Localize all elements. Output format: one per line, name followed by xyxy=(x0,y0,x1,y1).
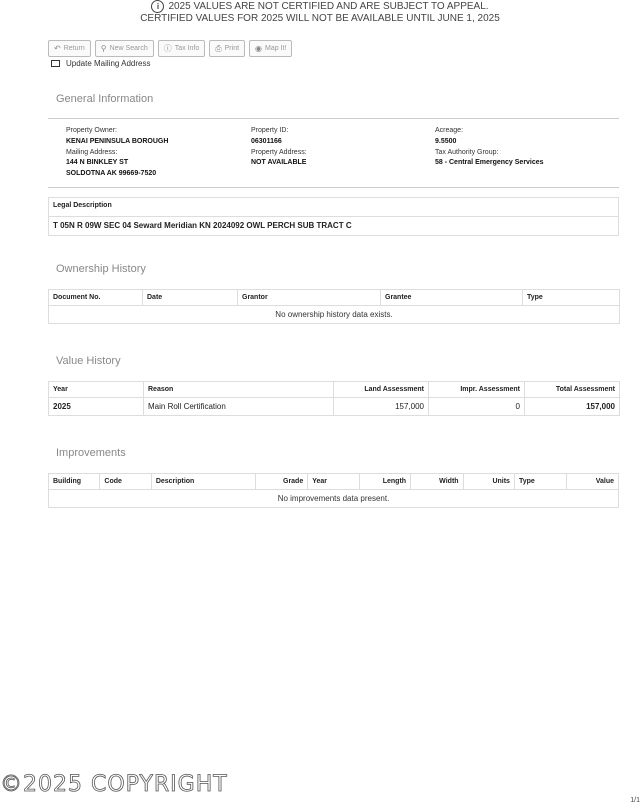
ownership-history-title: Ownership History xyxy=(56,263,146,275)
column-header: Type xyxy=(514,474,567,490)
info-icon: i xyxy=(151,0,164,13)
mailing-line-1: 144 N BINKLEY ST xyxy=(66,159,129,167)
column-header: Building xyxy=(49,474,100,490)
general-info-title: General Information xyxy=(56,93,154,105)
year-cell: 2025 xyxy=(49,398,144,416)
column-header: Type xyxy=(523,290,620,306)
column-header: Units xyxy=(463,474,514,490)
column-header: Length xyxy=(359,474,410,490)
legal-description-text: T 05N R 09W SEC 04 Seward Meridian KN 2024092 OWL PERCH SUB TRACT C xyxy=(53,221,352,230)
toolbar xyxy=(48,40,292,57)
return-button[interactable]: ↶ Return xyxy=(48,40,91,57)
mailing-line-2: SOLDOTNA AK 99669-7520 xyxy=(66,170,157,178)
value-history-title: Value History xyxy=(56,355,121,367)
new-search-button[interactable]: ⚲ New Search xyxy=(95,40,154,57)
mailing-label: Mailing Address: xyxy=(66,148,118,156)
table-row xyxy=(49,398,620,416)
column-header: Year xyxy=(308,474,359,490)
table-row xyxy=(49,306,620,324)
improvements-title: Improvements xyxy=(56,447,126,459)
info-icon: ⓘ xyxy=(163,44,172,53)
column-header: Grantor xyxy=(238,290,381,306)
column-header: Width xyxy=(411,474,464,490)
notice-line-2: CERTIFIED VALUES FOR 2025 WILL NOT BE AVAILABLE UNTIL JUNE 1, 2025 xyxy=(140,13,500,24)
tax-group-value: 58 - Central Emergency Services xyxy=(435,159,544,167)
empty-message: No improvements data present. xyxy=(49,490,619,508)
property-id-value: 06301166 xyxy=(251,137,282,145)
table-header-row xyxy=(49,474,619,490)
update-mailing-link[interactable]: Update Mailing Address xyxy=(51,59,151,68)
page-number: 1/1 xyxy=(630,797,640,804)
globe-icon: ◉ xyxy=(255,44,263,53)
column-header: Code xyxy=(100,474,151,490)
property-address-value: NOT AVAILABLE xyxy=(251,159,307,167)
value-history-table xyxy=(48,381,620,416)
improvements-table xyxy=(48,473,619,508)
impr-assessment-cell: 0 xyxy=(429,398,525,416)
tax-info-button[interactable]: ⓘ Tax Info xyxy=(158,40,206,57)
column-header: Description xyxy=(151,474,255,490)
print-button[interactable]: ⎙ Print xyxy=(209,40,245,57)
print-icon: ⎙ xyxy=(215,43,222,53)
acreage-label: Acreage: xyxy=(435,127,464,134)
general-info-panel xyxy=(48,126,619,186)
column-header: Grade xyxy=(255,474,308,490)
search-icon: ⚲ xyxy=(100,44,107,53)
reason-cell: Main Roll Certification xyxy=(144,398,334,416)
envelope-icon xyxy=(51,60,60,67)
owner-label: Property Owner: xyxy=(66,127,117,134)
property-address-label: Property Address: xyxy=(251,148,307,156)
property-id-label: Property ID: xyxy=(251,127,289,134)
table-header-row xyxy=(49,382,620,398)
divider xyxy=(48,118,619,119)
tax-group-label: Tax Authority Group: xyxy=(435,148,499,156)
table-header-row xyxy=(49,290,620,306)
map-button[interactable]: ◉ Map It! xyxy=(249,40,292,57)
owner-value: KENAI PENINSULA BOROUGH xyxy=(66,137,169,145)
column-header: Impr. Assessment xyxy=(429,382,525,398)
arrow-left-icon: ↶ xyxy=(54,44,61,53)
acreage-value: 9.5500 xyxy=(435,137,457,145)
land-assessment-cell: 157,000 xyxy=(334,398,429,416)
column-header: Reason xyxy=(144,382,334,398)
column-header: Value xyxy=(567,474,619,490)
notice-line-1: 2025 VALUES ARE NOT CERTIFIED AND ARE SUBJECT TO APPEAL. xyxy=(168,0,489,12)
divider xyxy=(48,187,619,188)
column-header: Total Assessment xyxy=(525,382,620,398)
column-header: Land Assessment xyxy=(334,382,429,398)
legal-description-box xyxy=(48,197,619,236)
copyright-watermark: ©2025 COPYRIGHT xyxy=(0,772,228,797)
empty-message: No ownership history data exists. xyxy=(49,306,620,324)
column-header: Year xyxy=(49,382,144,398)
table-row xyxy=(49,490,619,508)
legal-description-header: Legal Description xyxy=(49,198,618,217)
ownership-history-table xyxy=(48,289,620,324)
column-header: Grantee xyxy=(381,290,523,306)
total-assessment-cell: 157,000 xyxy=(525,398,620,416)
column-header: Document No. xyxy=(49,290,143,306)
column-header: Date xyxy=(143,290,238,306)
